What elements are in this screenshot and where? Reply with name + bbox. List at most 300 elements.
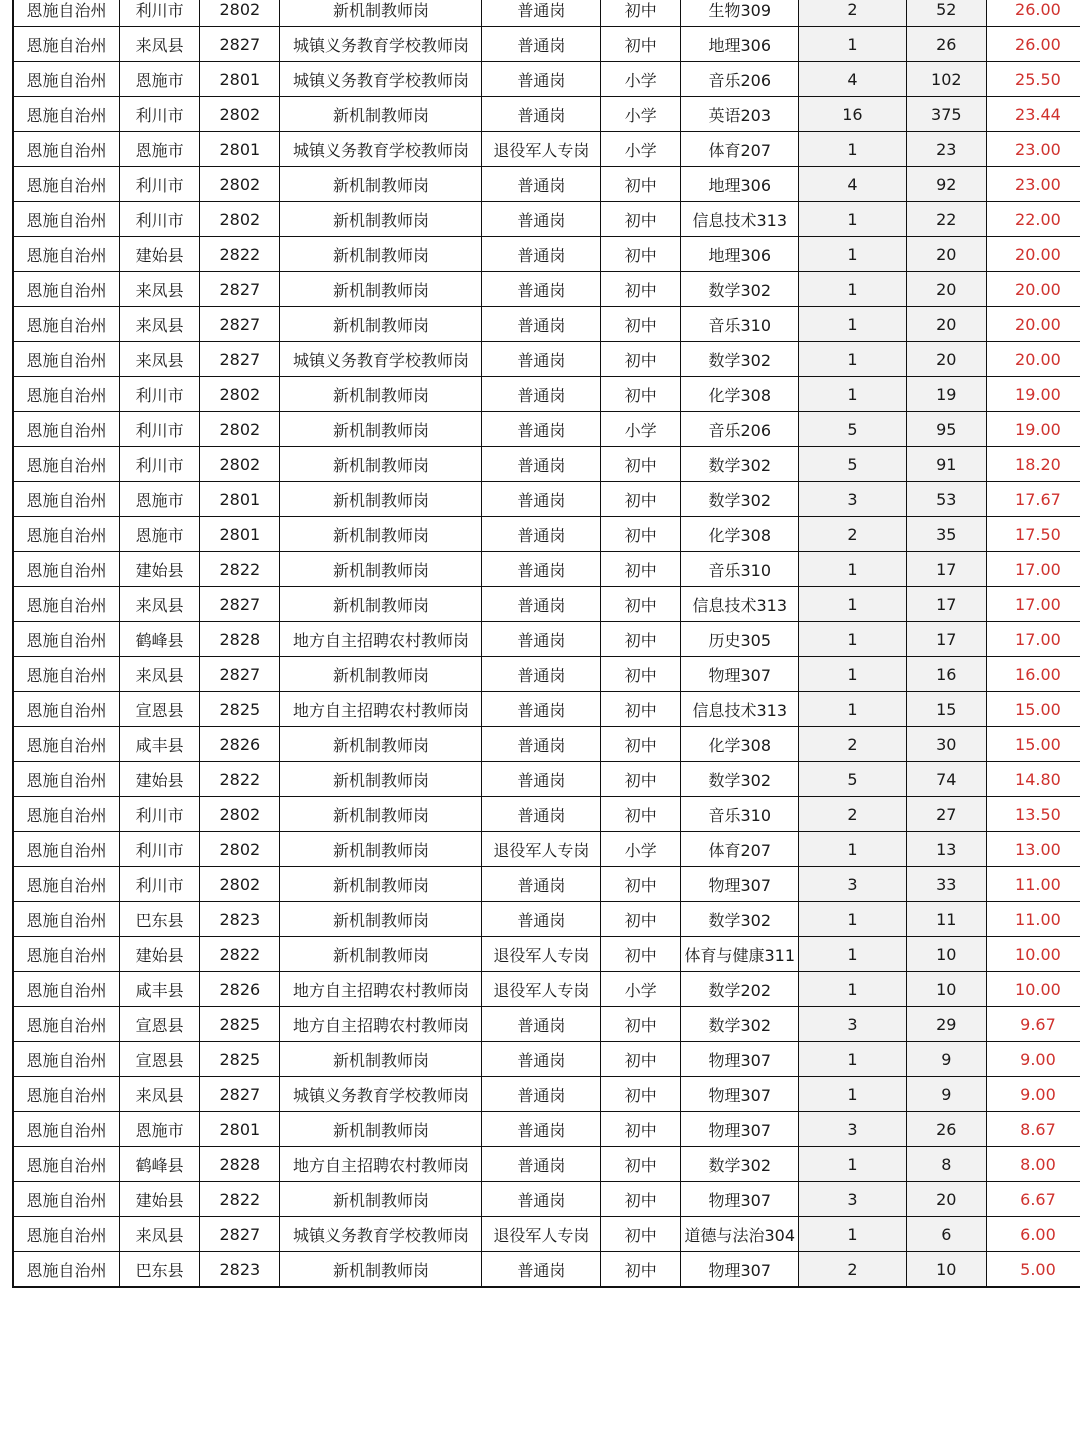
- cell-school-level: 初中: [601, 342, 681, 377]
- cell-openings: 4: [799, 167, 907, 202]
- cell-openings: 16: [799, 97, 907, 132]
- cell-code: 2822: [200, 237, 280, 272]
- cell-subject: 生物309: [681, 0, 799, 27]
- table-row: [13, 762, 1080, 797]
- cell-county: 来凤县: [120, 342, 200, 377]
- cell-prefecture: 恩施自治州: [13, 657, 120, 692]
- cell-subject: 物理307: [681, 867, 799, 902]
- cell-prefecture: 恩施自治州: [13, 517, 120, 552]
- cell-subject: 英语203: [681, 97, 799, 132]
- cell-applicants: 9: [906, 1042, 986, 1077]
- cell-county: 利川市: [120, 97, 200, 132]
- cell-post-category: 退役军人专岗: [482, 132, 601, 167]
- cell-prefecture: 恩施自治州: [13, 552, 120, 587]
- table-row: [13, 307, 1080, 342]
- cell-ratio: 20.00: [986, 272, 1080, 307]
- cell-school-level: 初中: [601, 272, 681, 307]
- cell-post-type: 新机制教师岗: [280, 1252, 482, 1288]
- table-row: [13, 412, 1080, 447]
- cell-county: 来凤县: [120, 1077, 200, 1112]
- cell-prefecture: 恩施自治州: [13, 1077, 120, 1112]
- cell-openings: 3: [799, 482, 907, 517]
- cell-openings: 1: [799, 587, 907, 622]
- cell-post-type: 新机制教师岗: [280, 1042, 482, 1077]
- cell-post-category: 普通岗: [482, 0, 601, 27]
- cell-code: 2802: [200, 867, 280, 902]
- cell-post-type: 城镇义务教育学校教师岗: [280, 1077, 482, 1112]
- cell-post-category: 普通岗: [482, 762, 601, 797]
- cell-prefecture: 恩施自治州: [13, 937, 120, 972]
- cell-post-type: 新机制教师岗: [280, 867, 482, 902]
- cell-school-level: 初中: [601, 482, 681, 517]
- cell-ratio: 11.00: [986, 902, 1080, 937]
- cell-county: 恩施市: [120, 1112, 200, 1147]
- cell-openings: 2: [799, 1252, 907, 1288]
- table-row: [13, 1077, 1080, 1112]
- cell-applicants: 16: [906, 657, 986, 692]
- cell-ratio: 5.00: [986, 1252, 1080, 1288]
- cell-school-level: 初中: [601, 237, 681, 272]
- cell-applicants: 9: [906, 1077, 986, 1112]
- cell-subject: 道德与法治304: [681, 1217, 799, 1252]
- table-row: [13, 377, 1080, 412]
- cell-code: 2802: [200, 97, 280, 132]
- cell-applicants: 17: [906, 552, 986, 587]
- cell-prefecture: 恩施自治州: [13, 97, 120, 132]
- cell-ratio: 10.00: [986, 972, 1080, 1007]
- cell-applicants: 102: [906, 62, 986, 97]
- cell-school-level: 初中: [601, 657, 681, 692]
- table-row: [13, 902, 1080, 937]
- cell-county: 来凤县: [120, 657, 200, 692]
- cell-county: 宣恩县: [120, 692, 200, 727]
- cell-ratio: 8.00: [986, 1147, 1080, 1182]
- cell-ratio: 20.00: [986, 342, 1080, 377]
- cell-post-category: 普通岗: [482, 622, 601, 657]
- cell-county: 利川市: [120, 797, 200, 832]
- cell-subject: 化学308: [681, 727, 799, 762]
- cell-code: 2822: [200, 552, 280, 587]
- cell-school-level: 初中: [601, 797, 681, 832]
- cell-ratio: 20.00: [986, 307, 1080, 342]
- cell-code: 2827: [200, 1077, 280, 1112]
- cell-county: 利川市: [120, 867, 200, 902]
- cell-applicants: 375: [906, 97, 986, 132]
- cell-ratio: 17.00: [986, 622, 1080, 657]
- table-row: [13, 202, 1080, 237]
- table-row: [13, 1182, 1080, 1217]
- cell-applicants: 26: [906, 27, 986, 62]
- cell-code: 2827: [200, 657, 280, 692]
- cell-subject: 数学302: [681, 482, 799, 517]
- cell-county: 巴东县: [120, 902, 200, 937]
- cell-applicants: 10: [906, 1252, 986, 1288]
- cell-ratio: 13.50: [986, 797, 1080, 832]
- cell-ratio: 20.00: [986, 237, 1080, 272]
- cell-school-level: 初中: [601, 1112, 681, 1147]
- cell-openings: 5: [799, 447, 907, 482]
- cell-code: 2802: [200, 167, 280, 202]
- cell-subject: 信息技术313: [681, 692, 799, 727]
- cell-post-category: 普通岗: [482, 237, 601, 272]
- cell-county: 鹤峰县: [120, 1147, 200, 1182]
- cell-code: 2802: [200, 202, 280, 237]
- cell-applicants: 52: [906, 0, 986, 27]
- cell-code: 2827: [200, 27, 280, 62]
- cell-openings: 3: [799, 1182, 907, 1217]
- cell-subject: 数学302: [681, 1007, 799, 1042]
- cell-applicants: 20: [906, 342, 986, 377]
- cell-county: 鹤峰县: [120, 622, 200, 657]
- cell-applicants: 6: [906, 1217, 986, 1252]
- cell-post-type: 城镇义务教育学校教师岗: [280, 132, 482, 167]
- cell-subject: 数学302: [681, 762, 799, 797]
- table-row: [13, 1007, 1080, 1042]
- cell-school-level: 初中: [601, 1077, 681, 1112]
- recruitment-ratio-table: [12, 0, 1080, 1288]
- cell-subject: 地理306: [681, 237, 799, 272]
- table-row: [13, 1147, 1080, 1182]
- table-row: [13, 0, 1080, 27]
- cell-prefecture: 恩施自治州: [13, 342, 120, 377]
- cell-code: 2825: [200, 1042, 280, 1077]
- cell-applicants: 30: [906, 727, 986, 762]
- cell-code: 2801: [200, 1112, 280, 1147]
- cell-code: 2802: [200, 832, 280, 867]
- cell-post-type: 新机制教师岗: [280, 1112, 482, 1147]
- cell-post-category: 普通岗: [482, 1147, 601, 1182]
- cell-post-type: 新机制教师岗: [280, 937, 482, 972]
- cell-openings: 3: [799, 867, 907, 902]
- cell-post-category: 普通岗: [482, 202, 601, 237]
- cell-post-category: 普通岗: [482, 692, 601, 727]
- cell-post-category: 普通岗: [482, 1042, 601, 1077]
- cell-school-level: 初中: [601, 552, 681, 587]
- cell-ratio: 16.00: [986, 657, 1080, 692]
- cell-county: 宣恩县: [120, 1007, 200, 1042]
- cell-openings: 2: [799, 517, 907, 552]
- cell-post-category: 普通岗: [482, 27, 601, 62]
- cell-school-level: 小学: [601, 412, 681, 447]
- cell-ratio: 22.00: [986, 202, 1080, 237]
- cell-code: 2802: [200, 0, 280, 27]
- cell-post-type: 地方自主招聘农村教师岗: [280, 622, 482, 657]
- cell-ratio: 19.00: [986, 412, 1080, 447]
- cell-applicants: 20: [906, 237, 986, 272]
- cell-county: 建始县: [120, 1182, 200, 1217]
- cell-prefecture: 恩施自治州: [13, 377, 120, 412]
- cell-post-type: 新机制教师岗: [280, 902, 482, 937]
- cell-subject: 物理307: [681, 657, 799, 692]
- cell-post-type: 城镇义务教育学校教师岗: [280, 62, 482, 97]
- table-row: [13, 1112, 1080, 1147]
- cell-school-level: 小学: [601, 832, 681, 867]
- cell-ratio: 26.00: [986, 0, 1080, 27]
- cell-applicants: 20: [906, 1182, 986, 1217]
- cell-post-category: 退役军人专岗: [482, 937, 601, 972]
- table-row: [13, 1217, 1080, 1252]
- cell-code: 2822: [200, 762, 280, 797]
- cell-applicants: 11: [906, 902, 986, 937]
- cell-county: 建始县: [120, 552, 200, 587]
- cell-county: 来凤县: [120, 272, 200, 307]
- cell-prefecture: 恩施自治州: [13, 622, 120, 657]
- cell-prefecture: 恩施自治州: [13, 307, 120, 342]
- cell-prefecture: 恩施自治州: [13, 762, 120, 797]
- cell-prefecture: 恩施自治州: [13, 202, 120, 237]
- cell-school-level: 初中: [601, 587, 681, 622]
- cell-subject: 音乐206: [681, 62, 799, 97]
- cell-openings: 1: [799, 27, 907, 62]
- cell-code: 2827: [200, 272, 280, 307]
- cell-openings: 5: [799, 762, 907, 797]
- cell-prefecture: 恩施自治州: [13, 692, 120, 727]
- cell-school-level: 初中: [601, 937, 681, 972]
- cell-school-level: 初中: [601, 1217, 681, 1252]
- cell-code: 2828: [200, 622, 280, 657]
- table-row: [13, 517, 1080, 552]
- cell-code: 2825: [200, 692, 280, 727]
- cell-post-category: 普通岗: [482, 97, 601, 132]
- cell-subject: 化学308: [681, 517, 799, 552]
- cell-prefecture: 恩施自治州: [13, 797, 120, 832]
- cell-prefecture: 恩施自治州: [13, 482, 120, 517]
- cell-school-level: 初中: [601, 0, 681, 27]
- table-row: [13, 552, 1080, 587]
- cell-county: 巴东县: [120, 1252, 200, 1288]
- cell-school-level: 初中: [601, 1182, 681, 1217]
- cell-county: 恩施市: [120, 517, 200, 552]
- cell-code: 2802: [200, 412, 280, 447]
- cell-post-category: 普通岗: [482, 797, 601, 832]
- cell-county: 咸丰县: [120, 727, 200, 762]
- cell-applicants: 33: [906, 867, 986, 902]
- cell-subject: 物理307: [681, 1112, 799, 1147]
- table-row: [13, 132, 1080, 167]
- cell-code: 2825: [200, 1007, 280, 1042]
- cell-applicants: 22: [906, 202, 986, 237]
- cell-ratio: 26.00: [986, 27, 1080, 62]
- cell-openings: 1: [799, 1217, 907, 1252]
- cell-school-level: 初中: [601, 902, 681, 937]
- cell-post-category: 普通岗: [482, 552, 601, 587]
- cell-applicants: 27: [906, 797, 986, 832]
- cell-ratio: 10.00: [986, 937, 1080, 972]
- cell-prefecture: 恩施自治州: [13, 412, 120, 447]
- cell-subject: 数学302: [681, 272, 799, 307]
- cell-applicants: 92: [906, 167, 986, 202]
- cell-code: 2801: [200, 482, 280, 517]
- cell-ratio: 14.80: [986, 762, 1080, 797]
- cell-post-category: 普通岗: [482, 272, 601, 307]
- cell-county: 来凤县: [120, 27, 200, 62]
- cell-post-category: 普通岗: [482, 377, 601, 412]
- cell-county: 建始县: [120, 937, 200, 972]
- cell-post-type: 城镇义务教育学校教师岗: [280, 342, 482, 377]
- cell-applicants: 19: [906, 377, 986, 412]
- cell-post-type: 新机制教师岗: [280, 412, 482, 447]
- cell-openings: 2: [799, 797, 907, 832]
- cell-openings: 3: [799, 1007, 907, 1042]
- cell-prefecture: 恩施自治州: [13, 1252, 120, 1288]
- cell-post-type: 新机制教师岗: [280, 552, 482, 587]
- cell-openings: 1: [799, 1147, 907, 1182]
- cell-post-type: 新机制教师岗: [280, 797, 482, 832]
- cell-code: 2822: [200, 1182, 280, 1217]
- table-row: [13, 62, 1080, 97]
- cell-subject: 数学302: [681, 447, 799, 482]
- cell-code: 2827: [200, 1217, 280, 1252]
- table-row: [13, 797, 1080, 832]
- cell-post-type: 新机制教师岗: [280, 517, 482, 552]
- cell-prefecture: 恩施自治州: [13, 167, 120, 202]
- cell-ratio: 23.44: [986, 97, 1080, 132]
- cell-post-type: 新机制教师岗: [280, 237, 482, 272]
- cell-subject: 物理307: [681, 1252, 799, 1288]
- cell-openings: 1: [799, 1042, 907, 1077]
- cell-subject: 信息技术313: [681, 587, 799, 622]
- cell-school-level: 初中: [601, 1042, 681, 1077]
- cell-applicants: 95: [906, 412, 986, 447]
- cell-county: 利川市: [120, 202, 200, 237]
- cell-prefecture: 恩施自治州: [13, 902, 120, 937]
- cell-post-type: 地方自主招聘农村教师岗: [280, 692, 482, 727]
- cell-code: 2828: [200, 1147, 280, 1182]
- cell-subject: 体育与健康311: [681, 937, 799, 972]
- cell-post-category: 普通岗: [482, 517, 601, 552]
- cell-school-level: 初中: [601, 727, 681, 762]
- cell-prefecture: 恩施自治州: [13, 1217, 120, 1252]
- cell-post-category: 普通岗: [482, 307, 601, 342]
- cell-post-type: 新机制教师岗: [280, 307, 482, 342]
- cell-county: 来凤县: [120, 307, 200, 342]
- cell-openings: 1: [799, 937, 907, 972]
- cell-school-level: 初中: [601, 27, 681, 62]
- cell-applicants: 17: [906, 622, 986, 657]
- cell-code: 2801: [200, 132, 280, 167]
- cell-applicants: 35: [906, 517, 986, 552]
- cell-subject: 数学302: [681, 1147, 799, 1182]
- cell-code: 2827: [200, 307, 280, 342]
- cell-school-level: 初中: [601, 377, 681, 412]
- cell-post-type: 新机制教师岗: [280, 1182, 482, 1217]
- cell-openings: 1: [799, 237, 907, 272]
- cell-county: 利川市: [120, 0, 200, 27]
- cell-county: 利川市: [120, 412, 200, 447]
- cell-post-category: 普通岗: [482, 167, 601, 202]
- cell-post-category: 普通岗: [482, 1077, 601, 1112]
- cell-code: 2827: [200, 342, 280, 377]
- cell-openings: 3: [799, 1112, 907, 1147]
- cell-post-type: 地方自主招聘农村教师岗: [280, 1147, 482, 1182]
- cell-post-category: 普通岗: [482, 727, 601, 762]
- cell-openings: 1: [799, 622, 907, 657]
- cell-subject: 信息技术313: [681, 202, 799, 237]
- cell-applicants: 91: [906, 447, 986, 482]
- cell-openings: 1: [799, 552, 907, 587]
- cell-openings: 1: [799, 342, 907, 377]
- cell-code: 2826: [200, 727, 280, 762]
- cell-school-level: 小学: [601, 97, 681, 132]
- cell-county: 恩施市: [120, 62, 200, 97]
- cell-applicants: 74: [906, 762, 986, 797]
- cell-ratio: 25.50: [986, 62, 1080, 97]
- table-row: [13, 727, 1080, 762]
- cell-ratio: 19.00: [986, 377, 1080, 412]
- cell-prefecture: 恩施自治州: [13, 1007, 120, 1042]
- cell-post-type: 城镇义务教育学校教师岗: [280, 1217, 482, 1252]
- cell-code: 2826: [200, 972, 280, 1007]
- cell-school-level: 初中: [601, 517, 681, 552]
- table-body: [13, 0, 1080, 1287]
- cell-subject: 数学302: [681, 902, 799, 937]
- cell-code: 2822: [200, 937, 280, 972]
- cell-county: 咸丰县: [120, 972, 200, 1007]
- cell-ratio: 23.00: [986, 167, 1080, 202]
- cell-county: 来凤县: [120, 1217, 200, 1252]
- cell-ratio: 13.00: [986, 832, 1080, 867]
- cell-applicants: 23: [906, 132, 986, 167]
- cell-ratio: 23.00: [986, 132, 1080, 167]
- cell-applicants: 53: [906, 482, 986, 517]
- cell-openings: 1: [799, 972, 907, 1007]
- cell-openings: 1: [799, 657, 907, 692]
- cell-prefecture: 恩施自治州: [13, 727, 120, 762]
- cell-subject: 历史305: [681, 622, 799, 657]
- cell-county: 利川市: [120, 167, 200, 202]
- cell-post-type: 新机制教师岗: [280, 97, 482, 132]
- table-row: [13, 657, 1080, 692]
- cell-prefecture: 恩施自治州: [13, 1147, 120, 1182]
- cell-ratio: 6.00: [986, 1217, 1080, 1252]
- table-row: [13, 272, 1080, 307]
- table-row: [13, 342, 1080, 377]
- cell-post-type: 新机制教师岗: [280, 447, 482, 482]
- cell-applicants: 26: [906, 1112, 986, 1147]
- cell-code: 2827: [200, 587, 280, 622]
- cell-post-category: 普通岗: [482, 412, 601, 447]
- cell-ratio: 17.00: [986, 587, 1080, 622]
- cell-post-type: 新机制教师岗: [280, 762, 482, 797]
- cell-applicants: 8: [906, 1147, 986, 1182]
- cell-county: 来凤县: [120, 587, 200, 622]
- cell-post-type: 新机制教师岗: [280, 377, 482, 412]
- cell-code: 2801: [200, 62, 280, 97]
- cell-code: 2823: [200, 1252, 280, 1288]
- cell-subject: 数学202: [681, 972, 799, 1007]
- cell-code: 2823: [200, 902, 280, 937]
- cell-ratio: 9.00: [986, 1077, 1080, 1112]
- cell-prefecture: 恩施自治州: [13, 27, 120, 62]
- cell-prefecture: 恩施自治州: [13, 1182, 120, 1217]
- cell-ratio: 9.00: [986, 1042, 1080, 1077]
- table-row: [13, 237, 1080, 272]
- cell-openings: 1: [799, 832, 907, 867]
- cell-subject: 音乐206: [681, 412, 799, 447]
- cell-post-category: 普通岗: [482, 902, 601, 937]
- cell-applicants: 20: [906, 272, 986, 307]
- cell-ratio: 11.00: [986, 867, 1080, 902]
- table-row: [13, 27, 1080, 62]
- cell-openings: 1: [799, 377, 907, 412]
- cell-post-category: 退役军人专岗: [482, 832, 601, 867]
- cell-applicants: 13: [906, 832, 986, 867]
- cell-post-category: 退役军人专岗: [482, 1217, 601, 1252]
- cell-subject: 地理306: [681, 167, 799, 202]
- cell-code: 2802: [200, 797, 280, 832]
- table-row: [13, 867, 1080, 902]
- cell-applicants: 29: [906, 1007, 986, 1042]
